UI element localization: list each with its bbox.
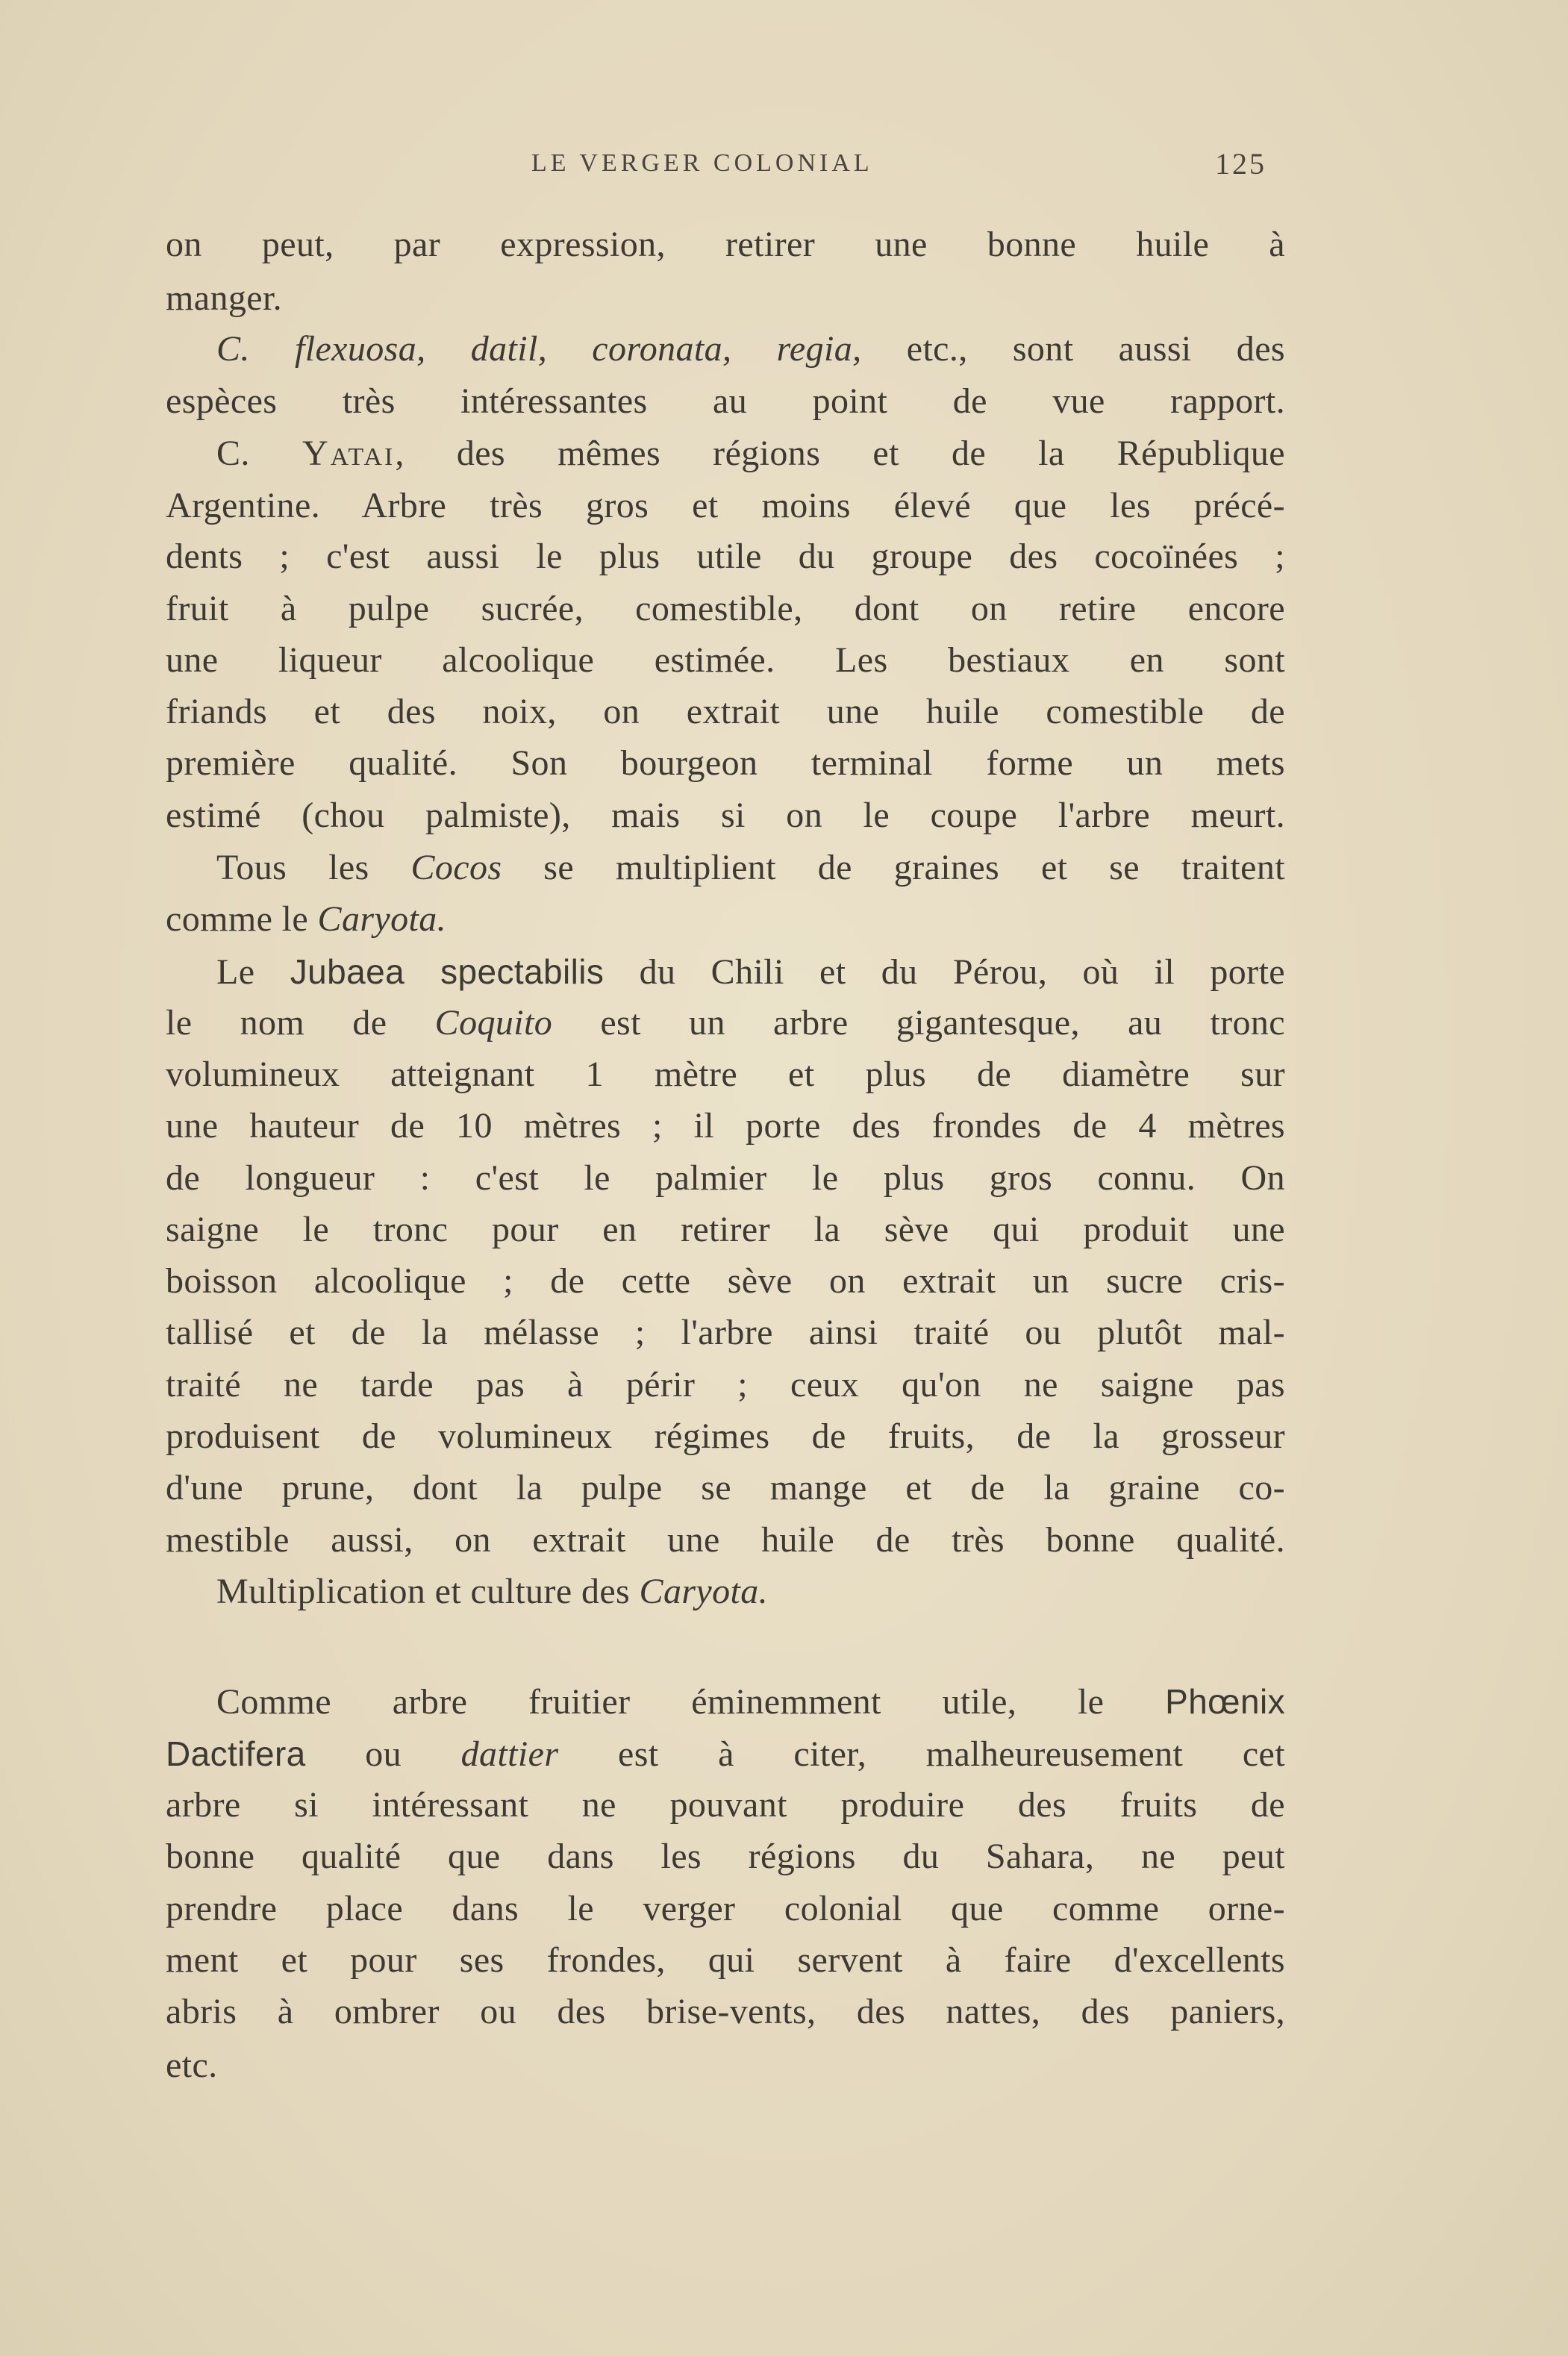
text-line: espèces très intéressantes au point de vue rapport. xyxy=(166,381,1285,421)
text-line: on peut, par expression, retirer une bonne huile à xyxy=(166,225,1285,264)
text-line: tallisé et de la mélasse ; l'arbre ainsi traité ou plutôt mal- xyxy=(166,1313,1285,1352)
text-line: abris à ombrer ou des brise-vents, des nattes, des paniers, xyxy=(166,1992,1285,2031)
text-line: arbre si intéressant ne pouvant produire des fruits de xyxy=(166,1785,1285,1825)
text-line: bonne qualité que dans les régions du Sahara, ne peut xyxy=(166,1837,1285,1876)
text-line: produisent de volumineux régimes de fruits, de la grosseur xyxy=(166,1416,1285,1456)
text-line: prendre place dans le verger colonial que comme orne- xyxy=(166,1889,1285,1928)
text-line: C. flexuosa, datil, coronata, regia, etc., sont aussi des xyxy=(216,329,1285,369)
text-line: une liqueur alcoolique estimée. Les bestiaux en sont xyxy=(166,640,1285,680)
text-line: C. Yatai, des mêmes régions et de la République xyxy=(216,434,1286,473)
page-number: 125 xyxy=(1215,147,1266,181)
text-line: Argentine. Arbre très gros et moins élevé que les précé- xyxy=(166,486,1285,525)
text-line: Multiplication et culture des Caryota. xyxy=(216,1572,769,1611)
text-line: fruit à pulpe sucrée, comestible, dont on retire encore xyxy=(166,589,1285,628)
text-line: Le Jubaea spectabilis du Chili et du Pérou, où il porte xyxy=(216,952,1286,992)
text-line: friands et des noix, on extrait une huile comestible de xyxy=(166,692,1285,731)
running-title: LE VERGER COLONIAL xyxy=(531,149,873,177)
text-line: une hauteur de 10 mètres ; il porte des frondes de 4 mètres xyxy=(166,1106,1285,1146)
text-line: manger. xyxy=(166,278,283,318)
text-line: de longueur : c'est le palmier le plus gros connu. On xyxy=(166,1158,1285,1198)
text-line: saigne le tronc pour en retirer la sève qui produit une xyxy=(166,1210,1285,1249)
text-line: volumineux atteignant 1 mètre et plus de diamètre sur xyxy=(166,1054,1285,1094)
text-line: comme le Caryota. xyxy=(166,899,447,939)
text-line: Comme arbre fruitier éminemment utile, le Phœnix xyxy=(216,1682,1285,1722)
text-line: première qualité. Son bourgeon terminal forme un mets xyxy=(166,743,1285,783)
text-line: Tous les Cocos se multiplient de graines et se traitent xyxy=(216,848,1285,887)
text-line: le nom de Coquito est un arbre gigantesque, au tronc xyxy=(166,1003,1285,1043)
text-line: d'une prune, dont la pulpe se mange et de la graine co- xyxy=(166,1468,1285,1507)
text-line: mestible aussi, on extrait une huile de très bonne qualité. xyxy=(166,1520,1285,1560)
text-line: Dactifera ou dattier est à citer, malheureusement cet xyxy=(166,1734,1285,1774)
text-line: ment et pour ses frondes, qui servent à faire d'excellents xyxy=(166,1940,1285,1980)
text-line: etc. xyxy=(166,2046,218,2085)
text-line: dents ; c'est aussi le plus utile du groupe des cocoïnées ; xyxy=(166,537,1285,576)
text-line: boisson alcoolique ; de cette sève on extrait un sucre cris- xyxy=(166,1261,1285,1301)
text-line: traité ne tarde pas à périr ; ceux qu'on ne saigne pas xyxy=(166,1365,1285,1404)
text-line: estimé (chou palmiste), mais si on le coupe l'arbre meurt. xyxy=(166,796,1285,835)
